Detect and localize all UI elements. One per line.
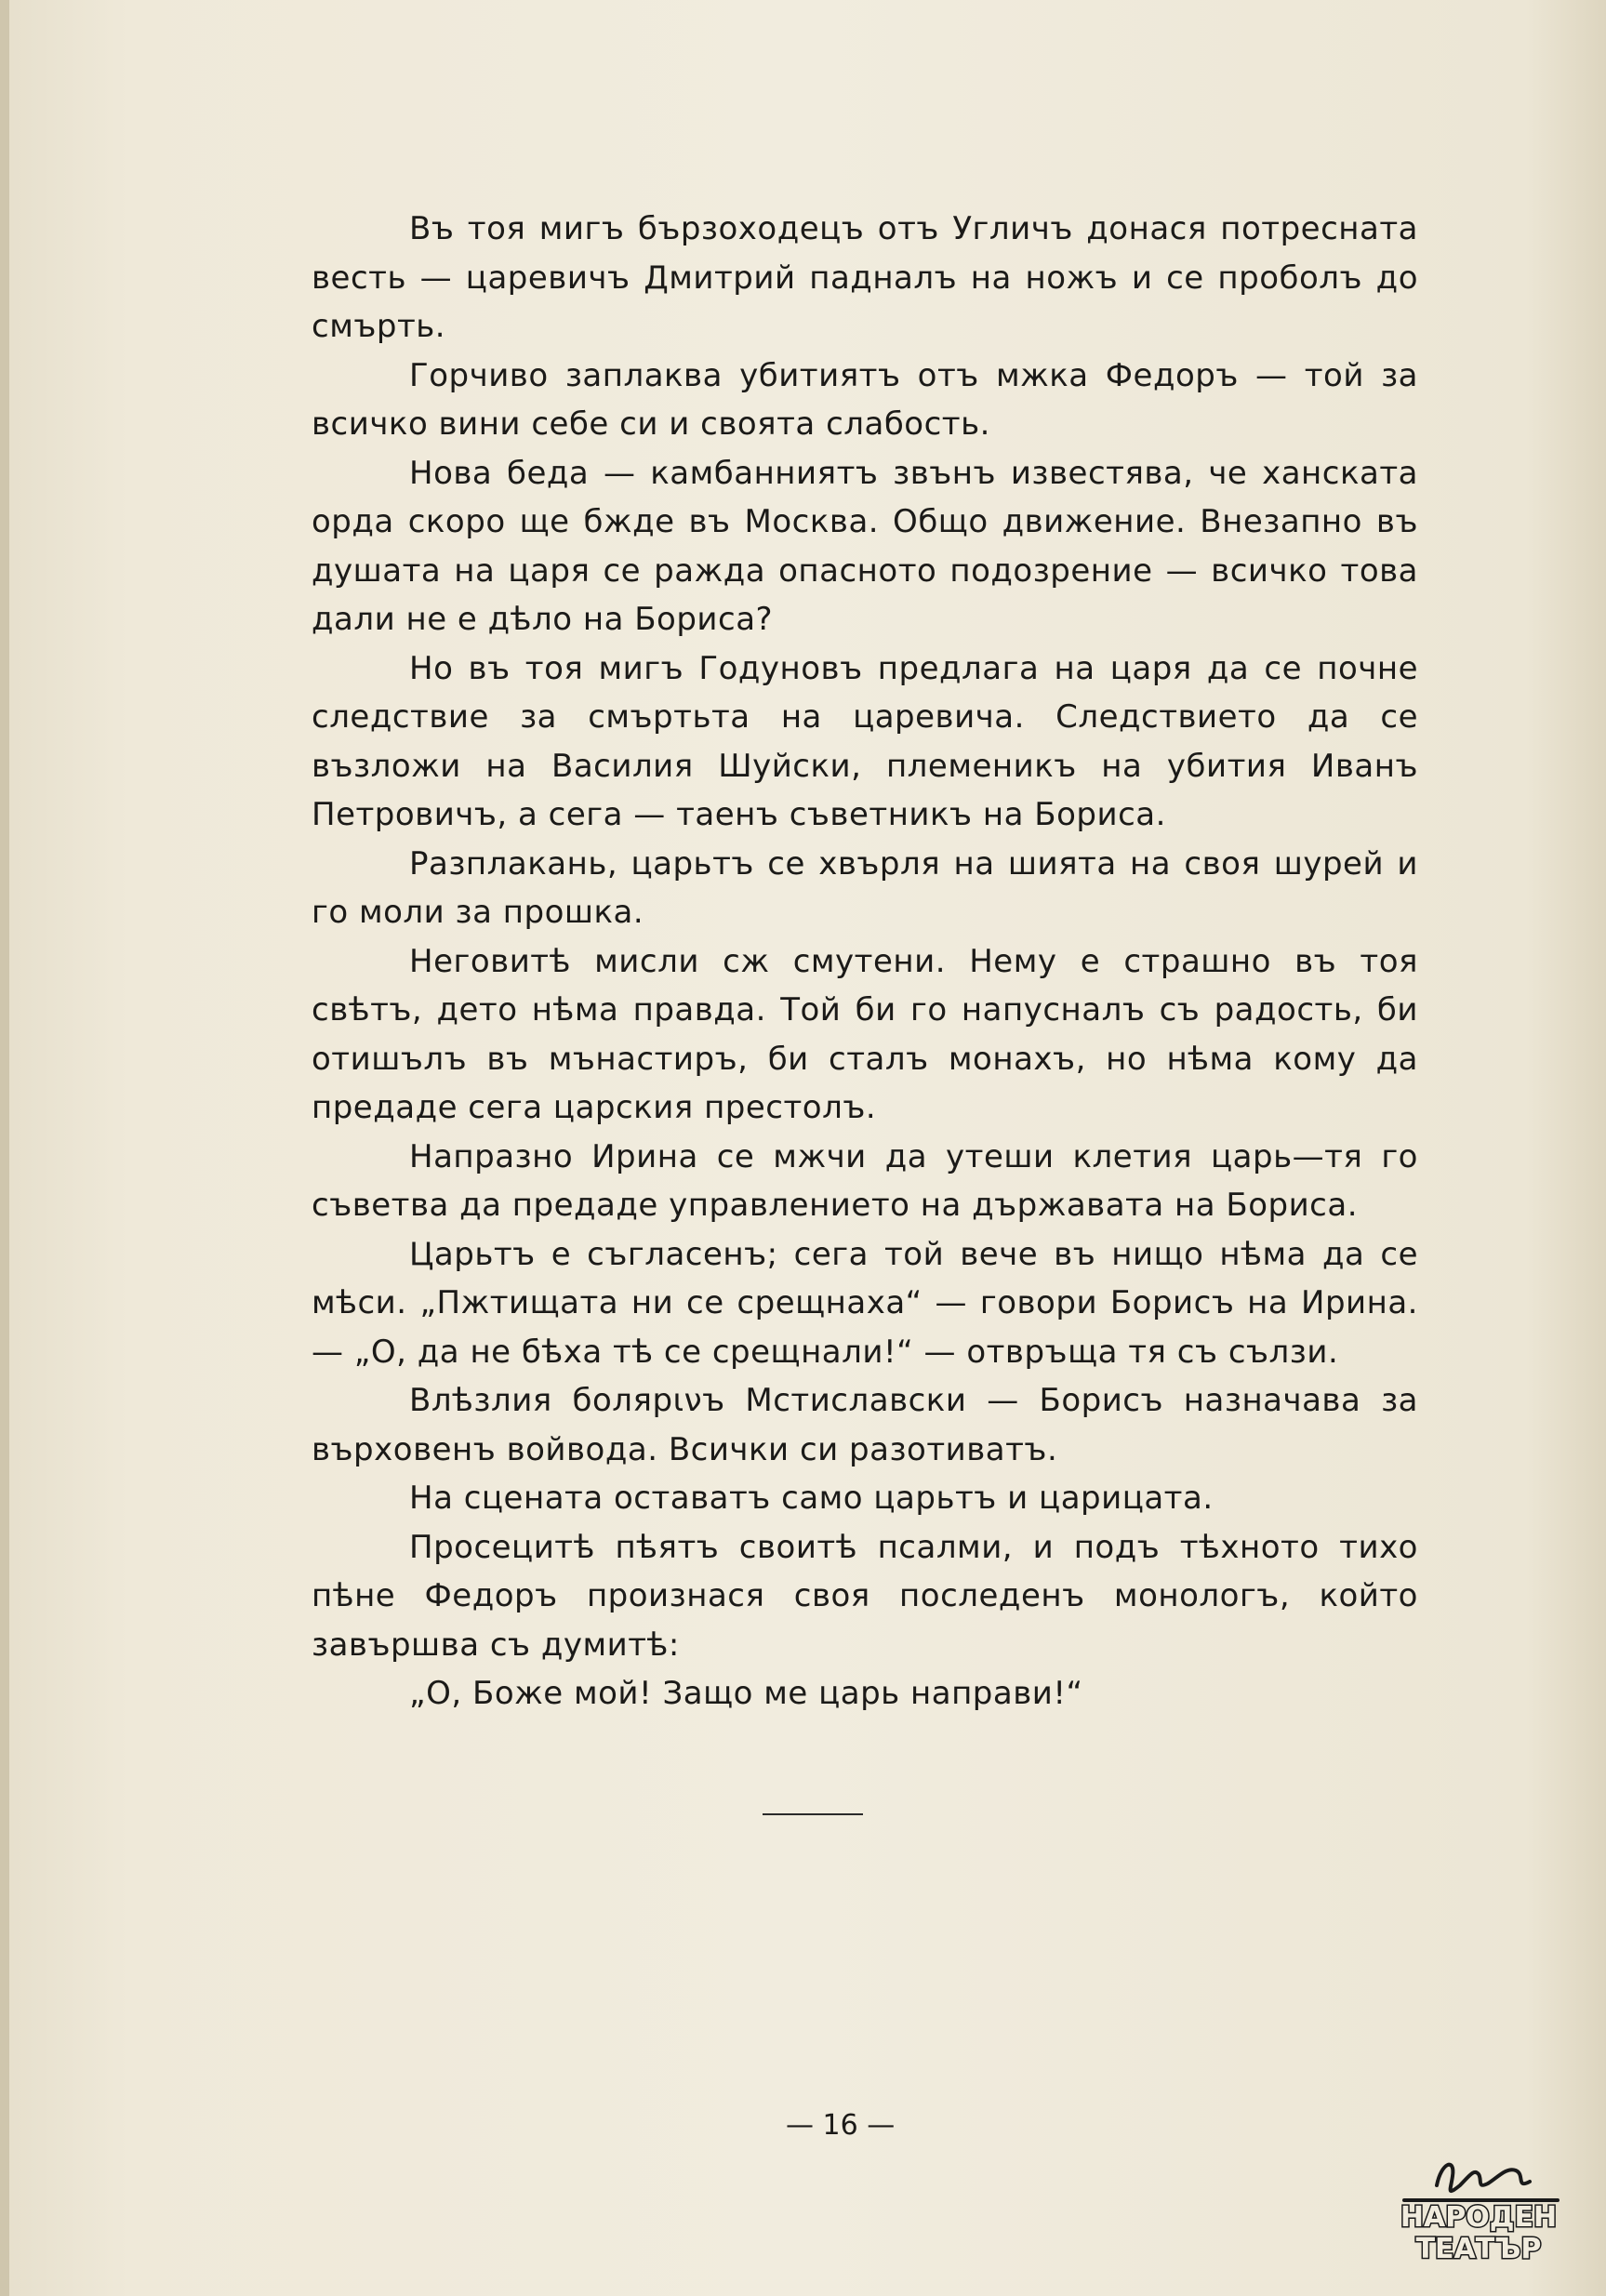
paragraph: Въ тоя мигъ бързоходецъ отъ Угличъ донася потресната весть — царевичъ Дмитрий падналъ на ножъ и се проболъ до смърть. [312,210,1418,345]
page-number: — 16 — [786,2109,896,2142]
paragraph: Царьтъ е съгласенъ; сега той вече въ нищо нѣма да се мѣси. „Пжтищата ни се срещнаха“ — говори Борисъ на Ирина. — „О, да не бѣха тѣ се срещнали!“ — отвръща тя съ сълзи. [312,1235,1418,1371]
page-edge-shadow [0,0,9,2296]
logo-graphic [1386,2148,1572,2269]
body-text [312,205,1418,1719]
logo-line-2: ТЕАТЪР [1415,2233,1542,2265]
paragraph: Просецитѣ пѣятъ своитѣ псалми, и подъ тѣхното тихо пѣне Федоръ произнася своя последенъ монологъ, който завършва съ думитѣ: [312,1528,1418,1664]
paragraph: Но въ тоя мигъ Годуновъ предлага на царя да се почне следствие за смъртьта на царевича. Следствието да се възложи на Василия Шуйски, племеникъ на убития Иванъ Петровичъ, а сега — таенъ съветникъ на Бориса. [312,649,1418,833]
paragraph: Нова беда — камбанниятъ звънъ известява, че ханската орда скоро ще бжде въ Москва. Общо движение. Внезапно въ душата на царя се ражда опасното подозрение — всичко това дали не е дѣло на Бориса? [312,454,1418,638]
paragraph: Горчиво заплаква убитиятъ отъ мжка Федоръ — той за всичко вини себе си и своята слабость. [312,356,1418,443]
paragraph: Неговитѣ мисли сж смутени. Нему е страшно въ тоя свѣтъ, дето нѣма правда. Той би го напусналъ съ радость, би отишълъ въ мънастиръ, би сталъ монахъ, но нѣма кому да предаде сега царския престолъ. [312,942,1418,1126]
section-divider [763,1813,863,1815]
paragraph: Влѣзлия болярινъ Мстиславски — Борисъ назначава за върховенъ войвода. Всички си разотиватъ. [312,1382,1418,1468]
paragraph: Разплакань, царьтъ се хвърля на шията на своя шурей и го моли за прошка. [312,844,1418,931]
paragraph: На сцената оставатъ само царьтъ и царицата. [409,1480,1214,1517]
paragraph: Напразно Ирина се мжчи да утеши клетия царь—тя го съветва да предаде управлението на държавата на Бориса. [312,1137,1418,1224]
logo-line-1: НАРОДЕН [1400,2201,1558,2234]
national-theatre-logo [1386,2148,1572,2269]
closing-quote: „О, Боже мой! Защо ме царь направи!“ [409,1675,1083,1712]
